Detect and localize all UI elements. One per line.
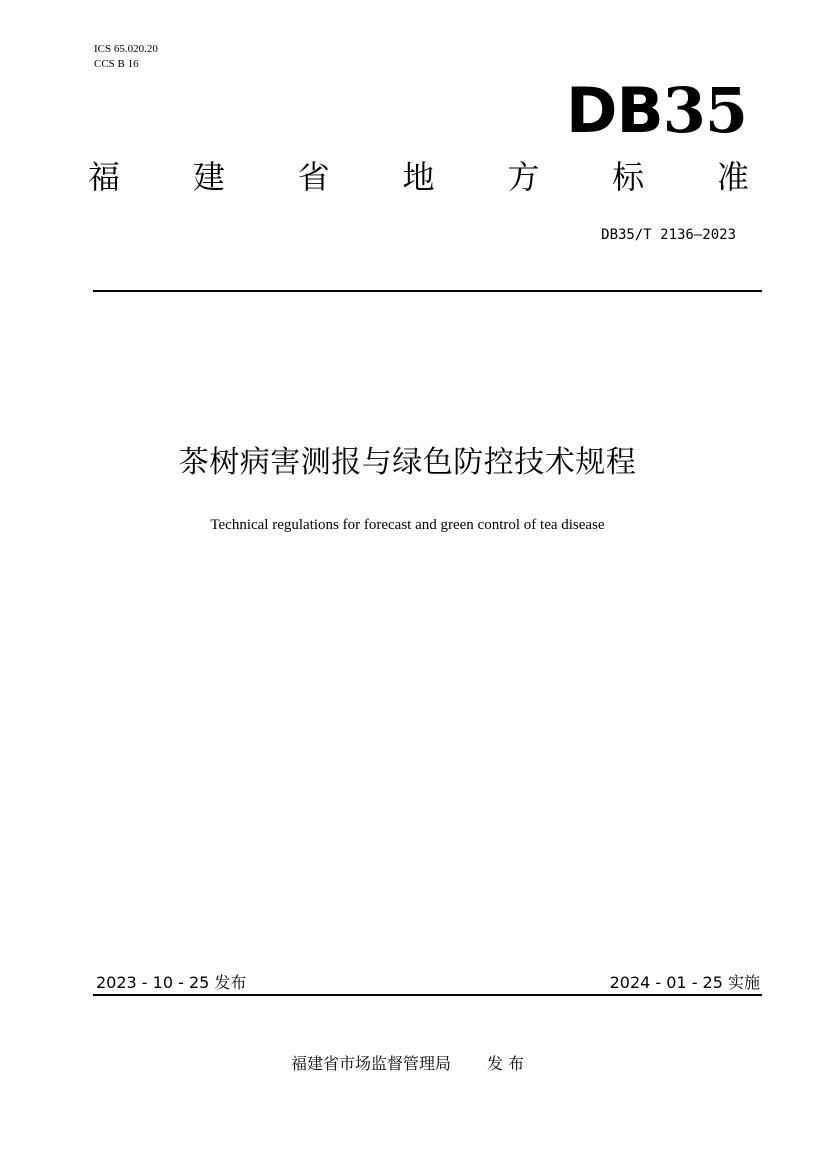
logo-digits: 35 xyxy=(662,74,747,147)
bottom-divider xyxy=(93,994,762,996)
ics-code: ICS 65.020.20 xyxy=(94,43,158,55)
ccs-code: CCS B 16 xyxy=(94,58,139,70)
standard-type-char: 准 xyxy=(716,158,749,196)
standard-type-char: 标 xyxy=(612,158,645,196)
standard-type-char: 地 xyxy=(402,158,435,196)
db35-logo xyxy=(565,74,747,147)
document-title-chinese: 茶树病害测报与绿色防控技术规程 xyxy=(178,445,637,480)
standard-type-heading xyxy=(88,157,749,197)
standard-type-char: 方 xyxy=(507,158,540,196)
classification-codes xyxy=(94,42,158,72)
standard-type-char: 省 xyxy=(297,158,330,196)
standard-type-char: 建 xyxy=(192,158,225,196)
standard-type-char: 福 xyxy=(88,158,121,196)
issuer-name: 福建省市场监督管理局 xyxy=(290,1054,451,1073)
standard-number: DB35/T 2136—2023 xyxy=(601,227,736,243)
implementation-date: 2024 - 01 - 25 实施 xyxy=(609,973,760,992)
issue-date: 2023 - 10 - 25 发布 xyxy=(96,973,247,992)
logo-letters: DB xyxy=(565,74,663,147)
top-divider xyxy=(93,290,762,292)
document-title-english: Technical regulations for forecast and green control of tea disease xyxy=(210,517,605,533)
issuer-action: 发 布 xyxy=(486,1054,525,1073)
issuing-authority xyxy=(0,1053,815,1075)
